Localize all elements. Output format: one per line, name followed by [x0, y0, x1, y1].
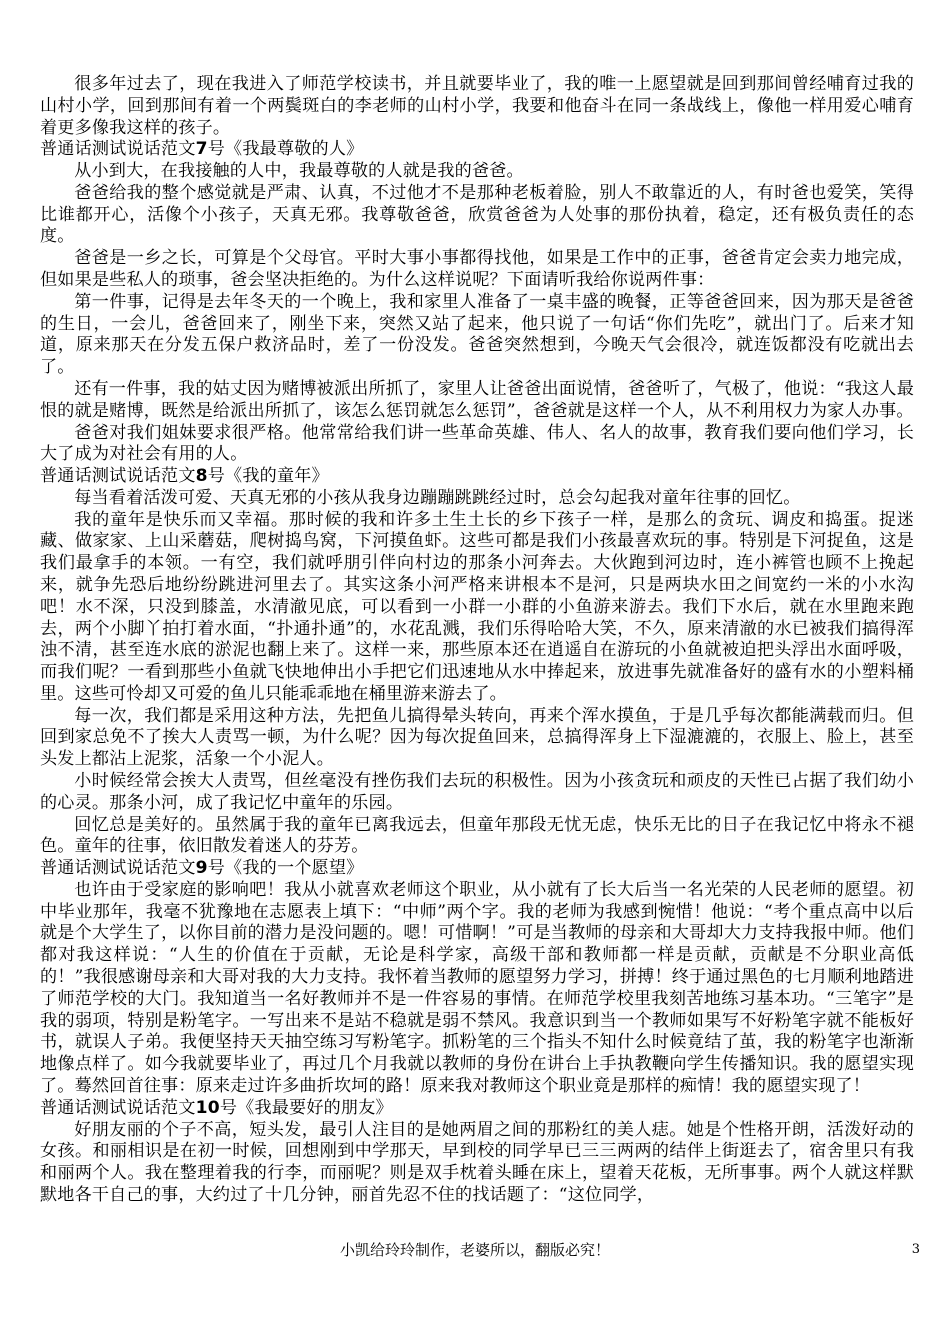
heading-title: 号《我最尊敬的人》 — [207, 139, 364, 160]
heading-prefix: 普通话测试说话范文 — [40, 466, 196, 487]
paragraph: 每一次，我们都是采用这种方法，先把鱼儿搞得晕头转向，再来个浑水摸鱼，于是几乎每次都能满载而归。但回到家总免不了挨大人责骂一顿，为什么呢？因为每次捉鱼回来，总搞得浑身上下湿漉漉的，衣服上、脸上，甚至头发上都沾上泥浆，活象一个小泥人。 — [40, 705, 914, 770]
heading-number: 8 — [195, 466, 208, 487]
paragraph: 从小到大，在我接触的人中，我最尊敬的人就是我的爸爸。 — [74, 161, 524, 182]
page-footer: 小凯给玲玲制作，老婆所以，翻版必究！ — [339, 1241, 610, 1259]
heading-prefix: 普通话测试说话范文 — [40, 1097, 196, 1118]
heading-title: 号《我的一个愿望》 — [207, 858, 364, 879]
paragraph: 好朋友丽的个子不高，短头发，最引人注目的是她两眉之间的那粉红的美人痣。她是个性格开朗，活泼好动的女孩。和丽相识是在初一时候，回想刚到中学那天，早到校的同学早已三三两两的结伴上街逛去了，宿舍里只有我和丽两个人。我在整理着我的行李，而丽呢？则是双手枕着头睡在床上，望着天花板，无所事事。两个人就这样默默地各干自己的事，大约过了十几分钟，丽首先忍不住的找话题了：“这位同学， — [40, 1119, 914, 1205]
document-body — [40, 74, 914, 1207]
section-heading — [40, 1098, 914, 1120]
paragraph: 我的童年是快乐而又幸福。那时候的我和许多土生土长的乡下孩子一样，是那么的贪玩、调皮和捣蛋。捉迷藏、做家家、上山采蘑菇，爬树捣鸟窝，下河摸鱼虾。这些可都是我们小孩最喜欢玩的事。特别是下河捉鱼，这是我们最拿手的本领。一有空，我们就呼朋引伴向村边的那条小河奔去。大伙跑到河边时，连小裤管也顾不上挽起来，就争先恐后地纷纷跳进河里去了。其实这条小河严格来讲根本不是河，只是两块水田之间宽约一米的小水沟吧！水不深，只没到膝盖，水清澈见底，可以看到一小群一小群的小鱼游来游去。我们下水后，就在水里跑来跑去，两个小脚丫拍打着水面，“扑通扑通”的，水花乱溅，我们乐得哈哈大笑，不久，原来清澈的水已被我们搞得浑浊不清，甚至连水底的淤泥也翻上来了。这样一来，那些原本还在逍遥自在游玩的小鱼就被迫把头浮出水面呼吸，而我们呢？一看到那些小鱼就飞快地伸出小手把它们迅速地从水中捧起来，放进事先就准备好的盛有水的小塑料桶里。这些可怜却又可爱的鱼儿只能乖乖地在桶里游来游去了。 — [40, 509, 914, 704]
paragraph: 回忆总是美好的。虽然属于我的童年已离我远去，但童年那段无忧无虑，快乐无比的日子在我记忆中将永不褪色。童年的往事，依旧散发着迷人的芬芳。 — [40, 814, 914, 857]
heading-prefix: 普通话测试说话范文 — [40, 139, 196, 160]
paragraph: 爸爸给我的整个感觉就是严肃、认真，不过他才不是那种老板着脸，别人不敢靠近的人，有时爸也爱笑，笑得比谁都开心，活像个小孩子，天真无邪。我尊敬爸爸，欣赏爸爸为人处事的那份执着，稳定，还有极负责任的态度。 — [40, 182, 914, 247]
paragraph: 很多年过去了，现在我进入了师范学校读书，并且就要毕业了，我的唯一上愿望就是回到那间曾经哺育过我的山村小学，回到那间有着一个两鬓斑白的李老师的山村小学，我要和他奋斗在同一条战线上，像他一样用爱心哺育着更多像我这样的孩子。 — [40, 74, 914, 138]
page-number: 3 — [911, 1242, 920, 1257]
section-heading — [40, 139, 914, 161]
heading-title: 号《我最要好的朋友》 — [219, 1097, 393, 1118]
heading-number: 10 — [195, 1097, 220, 1118]
heading-title: 号《我的童年》 — [207, 466, 329, 487]
paragraph: 还有一件事，我的姑丈因为赌博被派出所抓了，家里人让爸爸出面说情，爸爸听了，气极了，他说：“我这人最恨的就是赌博，既然是给派出所抓了，该怎么惩罚就怎么惩罚”，爸爸就是这样一个人，从不利用权力为家人办事。 — [40, 378, 914, 421]
section-heading — [40, 466, 914, 488]
paragraph: 每当看着活泼可爱、天真无邪的小孩从我身边蹦蹦跳跳经过时，总会勾起我对童年往事的回忆。 — [74, 487, 801, 508]
paragraph: 也许由于受家庭的影响吧！我从小就喜欢老师这个职业，从小就有了长大后当一名光荣的人民老师的愿望。初中毕业那年，我毫不犹豫地在志愿表上填下：“中师”两个字。我的老师为我感到惋惜！他说：“考个重点高中以后就是个大学生了，以你目前的潜力是没问题的。嗯！可惜啊！”可是当教师的母亲和大哥却大力支持我报中师。他们都对我这样说：“人生的价值在于贡献，无论是科学家，高级干部和教师都一样是贡献，贡献是不分职业高低的！”我很感谢母亲和大哥对我的大力支持。我怀着当教师的愿望努力学习，拼搏！终于通过黑色的七月顺利地踏进了师范学校的大门。我知道当一名好教师并不是一件容易的事情。在师范学校里我刻苦地练习基本功。“三笔字”是我的弱项，特别是粉笔字。一写出来不是站不稳就是弱不禁风。我意识到当一个教师如果写不好粉笔字就不能板好书，就误人子弟。我便坚持天天抽空练习写粉笔字。抓粉笔的三个指头不知什么时候竟结了茧，我的粉笔字也渐渐地像点样了。如今我就要毕业了，再过几个月我就以教师的身份在讲台上手执教鞭向学生传播知识。我的愿望实现了。蓦然回首往事：原来走过许多曲折坎坷的路！原来我对教师这个职业竟是那样的痴情！我的愿望实现了！ — [40, 879, 914, 1096]
section-heading — [40, 858, 914, 880]
paragraph: 第一件事，记得是去年冬天的一个晚上，我和家里人准备了一桌丰盛的晚餐，正等爸爸回来，因为那天是爸爸的生日，一会儿，爸爸回来了，刚坐下来，突然又站了起来，他只说了一句话“你们先吃”，就出门了。后来才知道，原来那天在分发五保户救济品时，差了一份没发。爸爸突然想到，今晚天气会很冷，就连饭都没有吃就出去了。 — [40, 291, 914, 378]
heading-prefix: 普通话测试说话范文 — [40, 858, 196, 879]
paragraph: 爸爸对我们姐妹要求很严格。他常常给我们讲一些革命英雄、伟人、名人的故事，教育我们要向他们学习，长大了成为对社会有用的人。 — [40, 422, 914, 465]
heading-number: 7 — [195, 139, 208, 160]
paragraph: 爸爸是一乡之长，可算是个父母官。平时大事小事都得找他，如果是工作中的正事，爸爸肯定会卖力地完成，但如果是些私人的琐事，爸会坚决拒绝的。为什么这样说呢？下面请听我给你说两件事： — [40, 248, 914, 291]
paragraph: 小时候经常会挨大人责骂，但丝毫没有挫伤我们去玩的积极性。因为小孩贪玩和顽皮的天性已占据了我们幼小的心灵。那条小河，成了我记忆中童年的乐园。 — [40, 771, 914, 813]
heading-number: 9 — [195, 858, 208, 879]
